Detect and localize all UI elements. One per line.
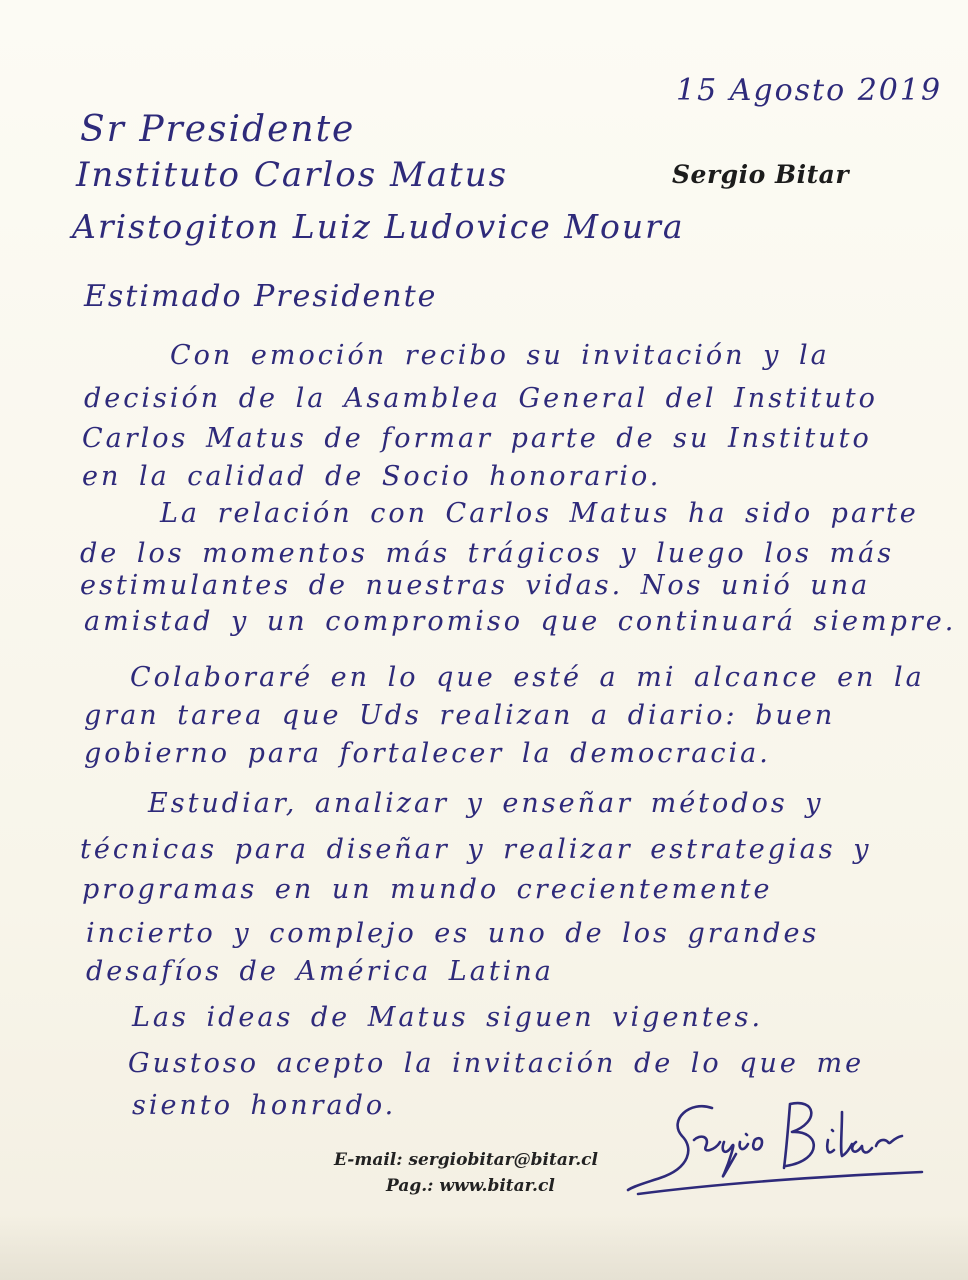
body-line: técnicas para diseñar y realizar estrategias y <box>80 834 872 865</box>
body-line: programas en un mundo crecientemente <box>82 874 773 905</box>
body-line: decisión de la Asamblea General del Instituto <box>84 383 878 414</box>
body-line: siento honrado. <box>132 1090 397 1121</box>
letter-date: 15 Agosto 2019 <box>676 73 943 108</box>
body-line: La relación con Carlos Matus ha sido parte <box>160 498 919 529</box>
letterhead-name: Sergio Bitar <box>672 160 850 189</box>
letter-greeting: Estimado Presidente <box>84 279 438 314</box>
body-line: gran tarea que Uds realizan a diario: buen <box>84 700 836 731</box>
body-line: estimulantes de nuestras vidas. Nos unió una <box>80 570 871 601</box>
body-line: incierto y complejo es uno de los grandes <box>86 918 820 949</box>
page-shadow <box>0 1215 968 1280</box>
body-line: desafíos de América Latina <box>86 956 554 987</box>
body-line: Las ideas de Matus siguen vigentes. <box>132 1002 764 1033</box>
addressee-institution: Instituto Carlos Matus <box>76 155 509 195</box>
contact-website: Pag.: www.bitar.cl <box>386 1176 555 1196</box>
addressee-title: Sr Presidente <box>80 109 356 150</box>
contact-email: E-mail: sergiobitar@bitar.cl <box>334 1150 598 1170</box>
addressee-name: Aristogiton Luiz Ludovice Moura <box>72 207 685 246</box>
body-line: Con emoción recibo su invitación y la <box>170 340 830 371</box>
body-line: en la calidad de Socio honorario. <box>82 461 662 492</box>
body-line: Carlos Matus de formar parte de su Instituto <box>82 423 872 454</box>
body-line: amistad y un compromiso que continuará siempre. <box>84 606 957 637</box>
body-line: Colaboraré en lo que esté a mi alcance en la <box>130 662 925 693</box>
handwritten-signature <box>620 1090 930 1200</box>
body-line: Gustoso acepto la invitación de lo que me <box>128 1048 865 1079</box>
body-line: de los momentos más trágicos y luego los más <box>80 538 895 569</box>
body-line: gobierno para fortalecer la democracia. <box>84 738 771 769</box>
body-line: Estudiar, analizar y enseñar métodos y <box>148 788 824 819</box>
